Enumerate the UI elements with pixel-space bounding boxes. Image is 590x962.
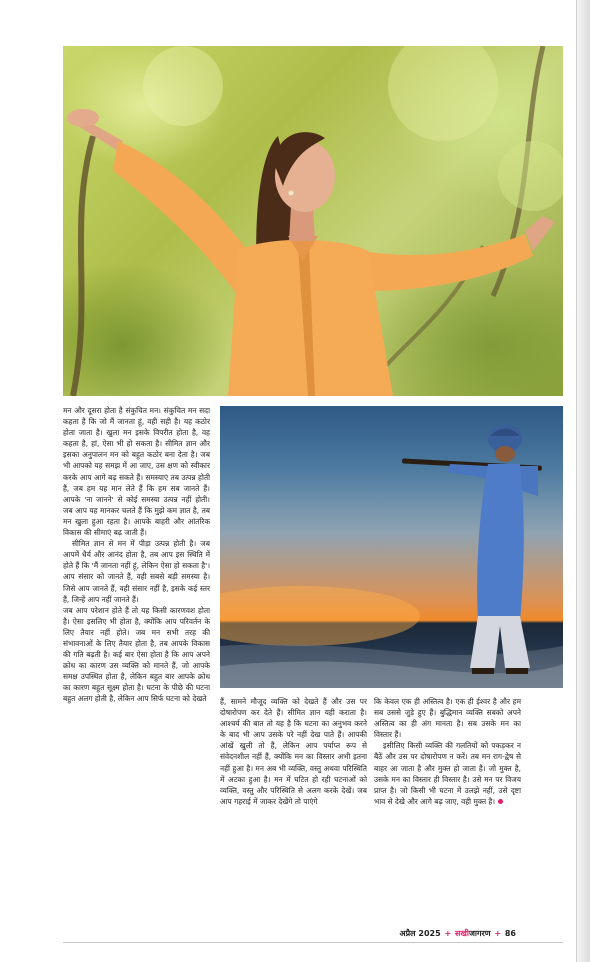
article-column-right [374, 696, 521, 926]
article-column-left [63, 405, 210, 931]
page-footer [400, 928, 516, 939]
footer-separator: + [444, 929, 452, 938]
paragraph: मन और दूसरा होता है संकुचित मन। संकुचित मन सदा कहता है कि जो मैं जानता हूं, वही सही है। यह कठोर होता जाता है। खुला मन इसके विपरीत होता है, वह कहता है, हां, ऐसा भी हो सकता है। सीमित ज्ञान और इसका अनुपालन मन को बहुत कठोर बना देता है। जब भी आपको यह समझ में आ जाए, उस क्षण को स्वीकार करके आप आगे बढ़ सकते हैं। समस्याएं तब उत्पन्न होती हैं, जब हम यह मान लेते हैं कि हम सब जानते हैं। आपके 'ना जानने' से कोई समस्या उत्पन्न नहीं होती। जब आप यह मानकर चलते हैं कि मुझे कम ज्ञात है, तब मन खुला हुआ रहता है। आपके बाहरी और आंतरिक विकास की सीमाएं बढ़ जाती हैं। [63, 406, 210, 538]
footer-rule [63, 942, 563, 943]
footer-brand: सखी [454, 929, 469, 938]
footer-month-year: अप्रैल 2025 [399, 929, 441, 938]
end-mark-icon [498, 799, 503, 804]
woman-arms-outstretched-photo [63, 46, 563, 396]
footer-publication: जागरण [468, 929, 491, 938]
article-column-middle [220, 696, 367, 926]
page-edge [576, 0, 590, 962]
paragraph: कि केवल एक ही अस्तित्व है। एक ही ईश्वर है और हम सब उससे जुड़े हुए हैं। बुद्धिमान व्यक्ति सबको अपने अस्तित्व का ही अंग मानता है। सब उसके मन का विस्तार हैं। [374, 697, 521, 740]
paragraph-text: इसीलिए किसी व्यक्ति की गलतियों को पकड़कर न बैठें और उस पर दोषारोपण न करें। तब मन राग-द्वेष से बाहर आ जाता है और मुक्त हो जाता है। जो मुक्त है, उसके मन का विस्तार ही विस्तार है। उसे मन पर विजय प्राप्त है। जो किसी भी घटना में उलझे नहीं, उसे दृष्टा भाव से देखे और आगे बढ़ जाए, वही मुक्त है। [374, 741, 521, 806]
paragraph-final [374, 740, 521, 807]
paragraph: हैं, सामने मौजूद व्यक्ति को देखते हैं और उस पर दोषारोपण कर देते हैं। सीमित ज्ञान यही कराता है। आश्चर्य की बात तो यह है कि घटना का अनुभव करने के बाद भी आप उसके परे नहीं देख पाते हैं। आपकी आंखें खुली तो हैं, लेकिन आप पर्याप्त रूप से संवेदनशील नहीं हैं, क्योंकि मन का विस्तार अभी इतना नहीं हुआ है। मन अब भी व्यक्ति, वस्तु अथवा परिस्थिति में अटका हुआ है। मन में घटित हो रही घटनाओं को व्यक्ति, वस्तु और परिस्थिति से अलग करके देखें। जब आप गहराई में जाकर देखेंगे तो पाएंगे [220, 697, 367, 806]
paragraph: जब आप परेशान होते हैं तो यह किसी कारणवश होता है। ऐसा इसलिए भी होता है, क्योंकि आप परिवर्तन के लिए तैयार नहीं होते। जब मन सभी तरह की संभावनाओं के लिए तैयार होता है, तब आपके विकास की गति बढ़ती है। कई बार ऐसा होता है कि आप अपने क्रोध का कारण उस व्यक्ति को मानते हैं, जो आपके समक्ष उपस्थित होता है, लेकिन बहुत बार आपके क्रोध का कारण बहुत सूक्ष्म होता है। घटना के पीछे की घटना बहुत अलग होती है, लेकिन आप सिर्फ घटना को देखते [63, 605, 210, 704]
paragraph: सीमित ज्ञान से मन में पीड़ा उत्पन्न होती है। जब आपमें धैर्य और आनंद होता है, तब आप इस स्थिति में होते हैं कि 'मैं जानता नहीं हूं, लेकिन ऐसा हो सकता है'। आप संसार को जानते हैं, वही सबसे बड़ी समस्या है। जिसे आप जानते हैं, वही संसार नहीं है, इसके कई स्तर हैं, जिन्हें आप नहीं जानते हैं। [63, 539, 210, 604]
footer-page-number: 86 [504, 929, 516, 938]
footer-separator: + [494, 929, 502, 938]
man-sunset-silhouette-icon [220, 406, 563, 688]
woman-arms-outstretched-icon [63, 46, 563, 396]
man-sunset-silhouette-photo [220, 406, 563, 688]
